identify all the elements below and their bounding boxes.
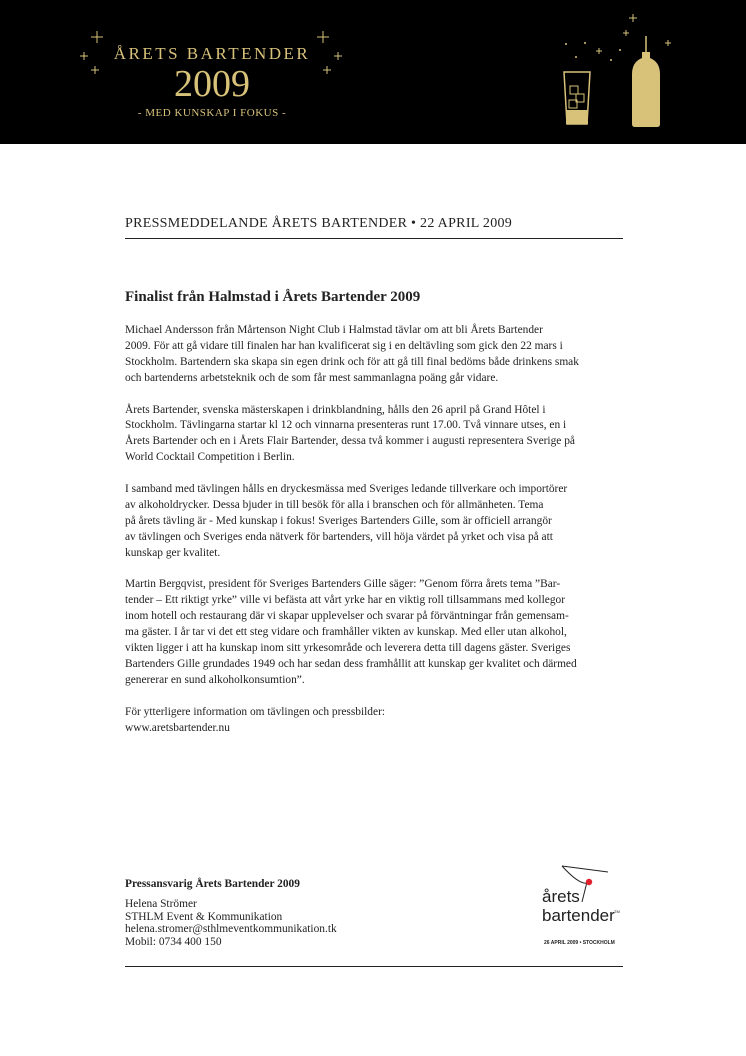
paragraph: För ytterligere information om tävlingen och pressbilder: www.aretsbartender.nu [125, 705, 386, 734]
paragraph: Michael Andersson från Mårtenson Night Club i Halmstad tävlar om att bli Årets Bartender 2009. För att gå vidare till finalen har han kvalificerat sig i en deltävling som gick den 22 mars i Stockholm. Bartendern ska skapa sin egen drink och för att gå till final bedöms både drinkens smak och bartenderns arbetsteknik och de som får mest sammanlagna poäng går vidare. [125, 324, 579, 384]
logo-line2: bartender [542, 906, 615, 925]
header-banner [0, 0, 746, 144]
banner-tagline: - MED KUNSKAP I FOKUS - [137, 107, 287, 119]
header-divider [125, 238, 623, 239]
press-contact [125, 878, 445, 948]
banner-title: ÅRETS BARTENDER [113, 44, 311, 63]
arets-bartender-logo [520, 858, 630, 948]
contact-phone: Mobil: 0734 400 150 [125, 935, 222, 948]
contact-company: STHLM Event & Kommunikation [125, 910, 283, 923]
paragraph: I samband med tävlingen hålls en dryckesmässa med Sveriges ledande tillverkare och importörer av alkoholdrycker. Dessa bjuder in till besök för alla i branschen och för allmänheten. Tema på årets tävling är - Med kunskap i fokus! Sveriges Bartenders Gille, som är officiell arrangör av tävlingen och Sveriges enda nätverk för bartenders, vill höja värdet på yrket och visa på att kunskap ger kvalitet. [125, 483, 568, 559]
contact-title: Pressansvarig Årets Bartender 2009 [125, 878, 300, 890]
bottle-icon [632, 36, 660, 127]
logo-date: 26 APRIL 2009 • STOCKHOLM [544, 940, 615, 946]
logo-line1: årets [542, 887, 580, 906]
article-headline: Finalist från Halmstad i Årets Bartender 2009 [125, 289, 421, 305]
press-release-header: PRESSMEDDELANDE ÅRETS BARTENDER • 22 APRIL 2009 [125, 216, 513, 231]
paragraph: Årets Bartender, svenska mästerskapen i drinkblandning, hålls den 26 april på Grand Hôtel i Stockholm. Tävlingarna startar kl 12 och vinnarna presenteras runt 17.00. Två vinnare utses, en i Årets Bartender och en i Årets Flair Bartender, dessa två kommer i augusti representera Sverige på World Cocktail Competition i Berlin. [125, 403, 575, 464]
footer-divider [125, 966, 623, 967]
paragraph: Martin Bergqvist, president för Sveriges Bartenders Gille säger: ”Genom förra årets tema ”Bar- tender – Ett riktigt yrke” ville vi befästa att vårt yrke har en viktig roll tillsammans med kollegor inom hotell och restaurang där vi skapar upplevelser och svarar på förväntningar från gemensam- ma gäster. I år tar vi det ett steg vidare och framhåller vikten av kunskap. Med eller utan alkohol, vikten ligger i att ha kunskap inom sitt yrkesområde och leverera detta till dagens gäster. Sveriges Bartenders Gille grundades 1949 och har sedan dess framhållit att kunskap ger kvalitet och därmed genererar en sund alkoholkonsumtion”. [125, 578, 577, 686]
contact-email[interactable]: helena.stromer@sthlmeventkommunikation.tk [125, 923, 337, 936]
glass-icon [564, 72, 590, 124]
banner-year: 2009 [174, 63, 250, 105]
article-body [125, 323, 625, 752]
contact-name: Helena Strömer [125, 898, 197, 911]
logo-tm: TM [614, 909, 620, 914]
cherry-icon [586, 879, 592, 885]
